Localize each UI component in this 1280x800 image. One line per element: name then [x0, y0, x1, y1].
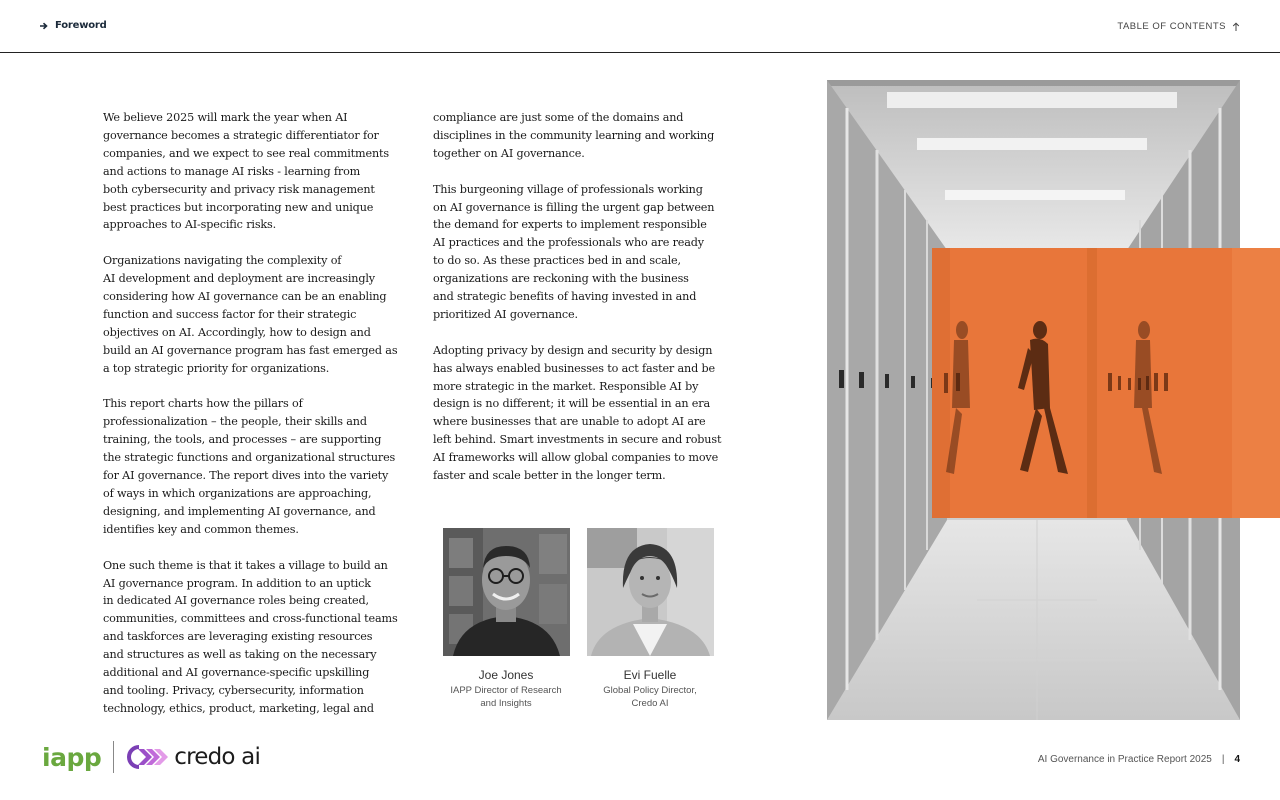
body-line: function and success factor for their strategic	[103, 307, 357, 321]
body-line: and strategic benefits of having invested in and	[433, 290, 697, 304]
body-line: AI frameworks will allow global companies to move	[433, 451, 719, 465]
table-of-contents-link[interactable]	[1117, 21, 1240, 32]
body-line: professionalization – the people, their skills and	[103, 415, 367, 429]
body-line: and taskforces are leveraging existing resources	[103, 630, 373, 644]
section-breadcrumb[interactable]	[40, 20, 107, 31]
author-role-line: Global Policy Director,	[603, 685, 697, 696]
arrow-right-icon	[40, 22, 48, 30]
arrow-up-icon	[1232, 22, 1240, 31]
body-line: faster and scale better in the longer term.	[433, 469, 666, 483]
body-line: governance becomes a strategic differentiator for	[103, 128, 379, 142]
author-name: Joe Jones	[478, 668, 534, 682]
body-line: design is no different; it will be essential in an era	[433, 397, 710, 411]
top-bar	[0, 0, 1280, 53]
body-line: training, the tools, and processes – are supporting	[103, 433, 382, 447]
author-role-line: and Insights	[480, 698, 532, 709]
body-line: where businesses that are unable to adopt AI are	[433, 415, 706, 429]
body-column-left	[103, 109, 403, 736]
logo-divider	[113, 741, 114, 773]
body-paragraph	[103, 109, 403, 234]
author-role	[570, 684, 730, 710]
body-line: on AI governance is filling the urgent gap between	[433, 200, 715, 214]
body-line: more strategic in the market. Responsible AI by	[433, 379, 699, 393]
body-line: for AI governance. The report dives into the variety	[103, 469, 389, 483]
page-number: 4	[1234, 754, 1240, 765]
body-line: This report charts how the pillars of	[103, 397, 303, 411]
page-footer	[1038, 754, 1240, 765]
body-line: has always enabled businesses to act faster and be	[433, 361, 715, 375]
body-line: together on AI governance.	[433, 146, 585, 160]
toc-label: TABLE OF CONTENTS	[1117, 21, 1226, 32]
iapp-logo: iapp	[42, 742, 102, 772]
body-line: both cybersecurity and privacy risk management	[103, 182, 375, 196]
body-line: approaches to AI-specific risks.	[103, 218, 277, 232]
body-line: additional and AI governance-specific upskilling	[103, 666, 370, 680]
body-line: build an AI governance program has fast emerged as	[103, 343, 398, 357]
body-line: AI practices and the professionals who are ready	[433, 236, 704, 250]
body-line: objectives on AI. Accordingly, how to design and	[103, 325, 371, 339]
body-line: in dedicated AI governance roles being created,	[103, 594, 369, 608]
body-line: the strategic functions and organizational structures	[103, 451, 396, 465]
author-name: Evi Fuelle	[623, 668, 677, 682]
body-paragraph	[103, 395, 403, 538]
body-line: This burgeoning village of professionals working	[433, 182, 703, 196]
body-line: considering how AI governance can be an enabling	[103, 290, 387, 304]
orange-overlay-block	[932, 248, 1280, 518]
body-paragraph	[433, 181, 733, 324]
body-line: and actions to manage AI risks - learning from	[103, 164, 361, 178]
body-line: prioritized AI governance.	[433, 307, 578, 321]
author-role-line: Credo AI	[631, 698, 669, 709]
credo-ai-wordmark: credo ai	[174, 744, 261, 770]
partner-logos	[42, 740, 260, 774]
section-label: Foreword	[55, 20, 107, 31]
body-column-middle	[433, 109, 733, 503]
body-line: We believe 2025 will mark the year when AI	[103, 111, 348, 124]
portrait-joe-jones	[443, 528, 570, 656]
credo-chevrons-icon	[126, 744, 170, 770]
body-line: Organizations navigating the complexity of	[103, 254, 342, 268]
body-line: compliance are just some of the domains and	[433, 111, 684, 124]
body-paragraph	[103, 557, 403, 718]
body-paragraph	[433, 342, 733, 485]
body-line: best practices but incorporating new and unique	[103, 200, 374, 214]
body-line: AI development and deployment are increasingly	[103, 272, 375, 286]
body-paragraph	[103, 252, 403, 377]
body-line: identifies key and common themes.	[103, 522, 299, 536]
body-line: designing, and implementing AI governance, and	[103, 504, 376, 518]
author-caption-evi	[570, 668, 730, 710]
body-line: and tooling. Privacy, cybersecurity, information	[103, 683, 364, 697]
body-line: the demand for experts to implement responsible	[433, 218, 707, 232]
body-line: technology, ethics, product, marketing, legal and	[103, 701, 374, 715]
body-line: Adopting privacy by design and security by design	[433, 343, 713, 357]
body-line: a top strategic priority for organizations.	[103, 361, 330, 375]
body-line: to do so. As these practices bed in and scale,	[433, 254, 681, 268]
body-line: of ways in which organizations are approaching,	[103, 487, 372, 500]
body-line: AI governance program. In addition to an uptick	[103, 576, 371, 590]
report-title: AI Governance in Practice Report 2025	[1037, 754, 1212, 765]
footer-separator: |	[1221, 754, 1225, 765]
body-line: communities, committees and cross-functional teams	[103, 612, 398, 626]
author-caption-joe	[426, 668, 586, 710]
body-line: disciplines in the community learning and working	[433, 128, 715, 142]
body-line: organizations are reckoning with the business	[433, 272, 689, 286]
author-role-line: IAPP Director of Research	[450, 685, 562, 696]
credo-ai-logo	[126, 744, 260, 770]
body-paragraph	[433, 109, 733, 163]
portrait-evi-fuelle	[587, 528, 714, 656]
body-line: left behind. Smart investments in secure and robust	[433, 433, 722, 447]
body-line: and structures as well as taking on the necessary	[103, 648, 377, 662]
body-line: One such theme is that it takes a village to build an	[103, 558, 388, 572]
author-role	[426, 684, 586, 710]
body-line: companies, and we expect to see real commitments	[103, 146, 389, 160]
